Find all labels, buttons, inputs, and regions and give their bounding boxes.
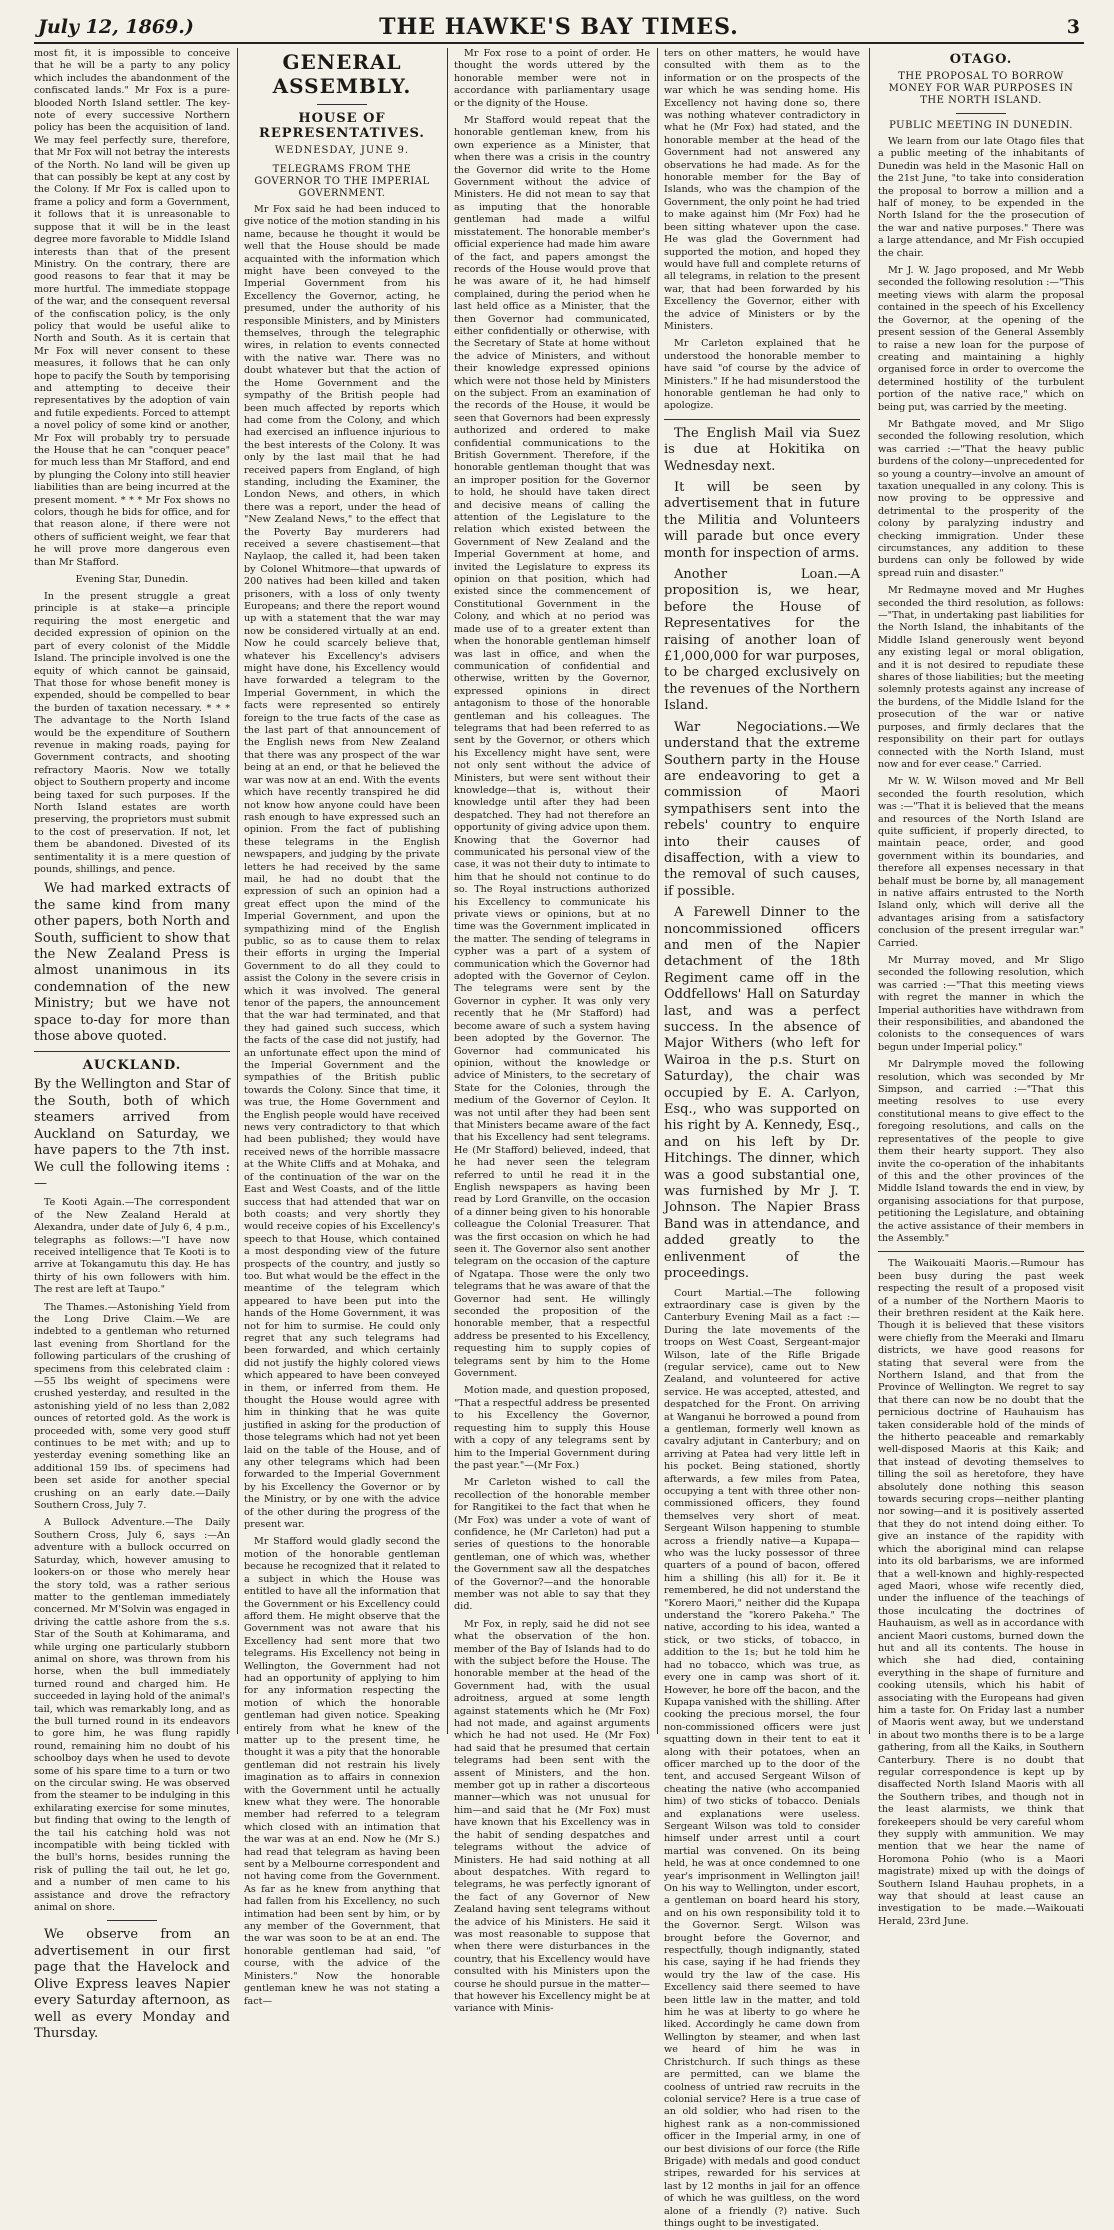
page-number: 3	[1067, 16, 1080, 38]
news-item: Te Kooti Again.—The correspondent of the New Zealand Herald at Alexandra, under date of July 6, 4 p.m., telegraphs as follows:—"I have now received intelligence that Te Kooti is to arrive at Tokangamutu this day. He has thirty of his own followers with him. The rest are left at Taupo."	[34, 1197, 230, 1296]
column-5	[878, 48, 1084, 1734]
section-heading: PUBLIC MEETING IN DUNEDIN.	[878, 120, 1084, 132]
news-item: The English Mail via Suez is due at Hokitika on Wednesday next.	[664, 426, 860, 475]
article-paragraph: ters on other matters, he would have consulted with them as to the information or on the prospects of the war which he was sending home. His Excellency not having done so, there was nothing whatever contradictory in what he (Mr Fox) had stated, and the honorable member at the head of the Government had not answered any observations he had made. As for the honorable member for the Bay of Islands, who was the champion of the Government, the only point he had tried to make against him (Mr Fox) had he been sitting whatever upon the case. He was glad the Government had supported the motion, and hoped they would have full and complete returns of all telegrams, in relation to the present war, that had been forwarded by his Excellency the Governor, either with the advice of Ministers or by the Ministers.	[664, 48, 860, 333]
divider	[34, 1051, 230, 1052]
column-4	[664, 48, 860, 1734]
news-item: War Negociations.—We understand that the extreme Southern party in the House are endeavoring to get a commission of Maori sympathisers sent into the rebels' country to enquire into their causes of disaffection, with a view to the removal of such causes, if possible.	[664, 720, 860, 900]
divider	[956, 113, 1006, 114]
column-rule	[237, 48, 238, 1734]
article-paragraph: Motion made, and question proposed, "That a respectful address be presented to his Excellency the Governor, requesting him to supply this House with a copy of any telegrams sent by him to the Imperial Government during the past year."—(Mr Fox.)	[454, 1385, 650, 1472]
session-date: WEDNESDAY, JUNE 9.	[244, 145, 440, 156]
article-paragraph: Mr Carleton wished to call the recollection of the honorable member for Rangitikei to the fact that when he (Mr Fox) was under a vote of want of confidence, he (Mr Carleton) had put a series of questions to the honorable gentleman, one of which was, whether the Government saw all the despatches of the Governor?—and the honorable member was not able to say that they did.	[454, 1477, 650, 1613]
article-paragraph: In the present struggle a great principle is at stake—a principle requiring the most energetic and decided expression of opinion on the part of every colonist of the Middle Island. The principle involved is one the equity of which cannot be gainsaid, That those for whose benefit money is expended, should be compelled to bear the burden of taxation necessary. * * * The advantage to the North Island would be the expenditure of Southern revenue in making roads, paying for Government contracts, and shooting refractory Maoris. Now we totally object to Southern property and income being taxed for such purposes. If the North Island estates are worth preserving, the proprietors must submit to the cost of preservation. If not, let them be abandoned. Divested of its sentimentality it is a mere question of pounds, shillings, and pence.	[34, 591, 230, 876]
otago-subheading: THE PROPOSAL TO BORROW MONEY FOR WAR PURPOSES IN THE NORTH ISLAND.	[878, 71, 1084, 107]
section-heading: TELEGRAMS FROM THE GOVERNOR TO THE IMPERIAL GOVERNMENT.	[244, 164, 440, 200]
divider	[107, 1920, 157, 1921]
auckland-heading: AUCKLAND.	[34, 1058, 230, 1073]
article-paragraph: Mr Fox, in reply, said he did not see what the observation of the hon. member of the Bay of Islands had to do with the subject before the House. The honorable member at the head of the Government had, with the usual adroitness, argued at some length against statements which he (Mr Fox) had not made, and against arguments which he had not used. He (Mr Fox) had said that he presumed that certain telegrams had been sent with the assent of Ministers, and the hon. member got up in rather a discorteous manner—which was not unusual for him—and said that he (Mr Fox) must have known that his Excellency was in the habit of sending despatches and telegrams without the advice of Ministers. He had said nothing at all about despatches. With regard to telegrams, he was perfectly ignorant of the fact of any Governor of New Zealand having sent telegrams without the advice of his Ministers. He said it was most reasonable to suppose that when there were disturbances in the country, that his Excellency would have consulted with his Ministers upon the course he should pursue in the matter—that however his Excellency might be at variance with Minis-	[454, 1619, 650, 2016]
newspaper-title: THE HAWKE'S BAY TIMES.	[34, 14, 1084, 40]
column-rule	[447, 48, 448, 1734]
editorial-note: We had marked extracts of the same kind from many other papers, both North and South, sufficient to show that the New Zealand Press is almost unanimous in its condemnation of the new Ministry; but we have not space to-day for more than those above quoted.	[34, 881, 230, 1045]
column-1	[34, 48, 230, 1734]
article-paragraph: Mr Redmayne moved and Mr Hughes seconded the third resolution, as follows:—"That, in undertaking past liabilities for the North Island, the inhabitants of the Middle Island generously went beyond any existing legal or moral obligation, and it is not desired to repudiate these shares of those liabilities; but the meeting solemnly protests against any increase of the burdens, of the Middle Island for the prosecution of the war or native purposes, and firmly declares that the responsibility on their part for outlays connected with the North Island, must now and for ever cease." Carried.	[878, 585, 1084, 771]
article-paragraph: Mr W. W. Wilson moved and Mr Bell seconded the fourth resolution, which was :—"That it is believed that the means and resources of the North Island are quite sufficient, if properly directed, to maintain peace, order, and good government within its boundaries, and therefore all expenses necessary in that behalf must be borne by, all management in native affairs entrusted to the North Island only, which will derive all the advantages arising from a satisfactory conclusion of the present irregular war." Carried.	[878, 776, 1084, 950]
divider	[878, 1251, 1084, 1252]
column-rule	[869, 48, 870, 1734]
article-paragraph: most fit, it is impossible to conceive that he will be a party to any policy which includes the abandonment of the confiscated lands." Mr Fox is a pure-blooded North Island settler. The key-note of every successive Northern policy has been the acquisition of land. We may feel perfectly sure, therefore, that Mr Fox will not betray the interests of the North. No land will be given up that can possibly be kept at any cost by the Colony. If Mr Fox is called upon to frame a policy and form a Government, it follows that it is unreasonable to suppose that it will be in the least degree more favorable to Middle Island interests than that of the present Ministry. On the contrary, there are good reasons to fear that it may be more hurtful. The immediate stoppage of the war, and the consequent reversal of the confiscation policy, is the only policy that would be useful alike to North and South. As it is certain that Mr Fox will never consent to these measures, it follows that he can only hope to pacify the South by temporising and attempting to deceive their representatives by the adoption of vain and futile expedients. Forced to attempt a novel policy of some kind or another, Mr Fox will probably try to persuade the House that he can "conquer peace" for much less than Mr Stafford, and end by plunging the Colony into still heavier liabilities than are being incurred at the present moment. * * * Mr Fox shows no colors, though he bids for office, and for that reason alone, if there were not others of sufficient weight, we fear that he will prove more dangerous even than Mr Stafford.	[34, 48, 230, 569]
article-paragraph: We learn from our late Otago files that a public meeting of the inhabitants of Dunedin was held in the Masonic Hall on the 21st June, "to take into consideration the proposal to borrow a million and a half of money, to be expended in the North Island for the the prosecution of the war and native purposes." There was a large attendance, and Mr Fish occupied the chair.	[878, 136, 1084, 260]
otago-heading: OTAGO.	[878, 52, 1084, 67]
divider	[317, 104, 367, 105]
news-item: A Bullock Adventure.—The Daily Southern Cross, July 6, says :—An adventure with a bullock occurred on Saturday, which, however amusing to lookers-on or those who merely hear the story told, was a rather serious matter to the gentleman immediately concerned. Mr M'Solvin was engaged in driving the cattle ashore from the s.s. Star of the South at Kohimarama, and while urging one particularly stubborn animal on shore, was thrown from his horse, when the bull immediately turned round and charged him. He succeeded in laying hold of the animal's tail, which was remarkably long, and as the bull turned round in its endeavors to gore him, he was flung rapidly round, remaining him no doubt of his schoolboy days when he used to devote some of his spare time to a turn or two on the circular swing. He was observed from the steamer to be indulging in this exhilarating exercise for some minutes, but finding that owing to the length of the tail his catching hold was not incompatible with being tickled with the bull's horns, besides running the risk of pulling the tail out, he let go, and a number of men came to his assistance and drove the refractory animal on shore.	[34, 1517, 230, 1914]
article-paragraph: Mr Carleton explained that he understood the honorable member to have said "of course by the advice of Ministers." If he had misunderstood the honorable gentleman he had only to apologize.	[664, 338, 860, 412]
article-paragraph: Mr Stafford would repeat that the honorable gentleman knew, from his own experience as a Minister, that when there was a crisis in the country the Governor did write to the Home Government without the advice of Ministers. He did not mean to say that as imputing that the honorable gentleman had made a wilful misstatement. The honorable member's official experience had made him aware of the fact, and papers amongst the records of the House would prove that he was aware of it, he had himself complained, during the period when he last held office as a Minister, that the then Governor had communicated, either confidentially or otherwise, with the Secretary of State at home without the advice of Ministers, and without their knowledge expressed opinions which were not those held by Ministers on the subject. From an examination of the records of the House, it would be seen that Governors had been expressly authorized and ordered to make confidential communications to the British Government. Therefore, if the honorable gentleman thought that was an improper position for the Governor to hold, he should have taken direct and decisive means of calling the attention of the Legislature to the relation which existed between the Government of New Zealand and the Imperial Government at home, and invited the Legislature to express its opinion on that position, which had existed since the commencement of Constitutional Government in the Colony, and which at no period was made use of to a greater extent than when the honorable gentleman himself was last in office, and when the communication of confidential and otherwise, written by the Governor, expressed opinions in direct antagonism to those of the honorable gentleman and his colleagues. The telegrams that had been referred to as sent by the Governor, or others which his Excellency might have sent, were not only sent without the advice of Ministers, but were sent without their knowledge—that is, without their knowledge until after they had been despatched. They had not therefore an opportunity of giving advice upon them. Knowing that the Governor had communicated his personal view of the case, it was not their duty to intimate to him that he should not continue to do so. The Royal instructions authorized his Excellency to communicate his private views or opinions, but at no time was the Government implicated in the matter. The sending of telegrams in cypher was a part of a system of communication which the Governor had adopted with the Governor of Ceylon. The telegrams were sent by the Governor in cypher. It was only very recently that he (Mr Stafford) had become aware of such a system having been adopted by the Governor. The Governor had communicated his opinion, without the knowledge or advice of Ministers, to the secretary of State for the Colonies, through the medium of the Governor of Ceylon. It was not until after they had been sent that Ministers became aware of the fact that his Excellency had sent telegrams. He (Mr Stafford) believed, indeed, that he had never seen the telegram referred to until he read it in the English newspapers as having been read by Lord Granville, on the occasion of a dinner being given to his honorable colleague the Colonial Treasurer. That was the first occasion on which he had seen it. The Governor also sent another telegram on the occasion of the capture of Ngatapa. Those were the only two telegrams that he was aware of that the Governor had sent. He willingly seconded the proposition of the honorable member, that a respectful address be presented to his Excellency, requesting him to supply copies of telegrams sent by him to the Home Government.	[454, 115, 650, 1380]
news-item: The Thames.—Astonishing Yield from the Long Drive Claim.—We are indebted to a gentleman who returned last evening from Shortland for the following particulars of the crushing of specimens from this celebrated claim :—55 lbs weight of specimens were crushed yesterday, and resulted in the astonishing yield of no less than 2,082 ounces of retorted gold. As the work is proceeded with, some very good stuff continues to be met with; and up to yesterday evening something like an additional 159 lbs. of specimens had been set aside for another special crushing on an early date.—Daily Southern Cross, July 7.	[34, 1302, 230, 1513]
news-item: The Waikouaiti Maoris.—Rumour has been busy during the past week respecting the result of a proposed visit of a number of the Northern Maoris to their brethren resident at the Kaik here. Though it is believed that these visitors were chiefly from the Meeraki and Ilmaru districts, we have good reasons for stating that several were from the Northern Island, and that from the Province of Wellington. We regret to say that there can now be no doubt that the pernicious doctrine of Hauhauism has taken considerable hold of the minds of the hitherto peaceable and remarkably well-disposed Maoris at this Kaik; and that instead of devoting themselves to tilling the soil as heretofore, they have absolutely done nothing this season towards securing crops—neither planting nor sowing—and it is positively asserted that they do not intend doing either. To give an instance of the rapidity with which the aboriginal mind can relapse into its old barbarisms, we are informed that a well-known and highly-respected aged Maori, whose wife recently died, under the influence of the teachings of those inculcating the doctrines of Hauhauism, as well as in accordance with ancient Maori customs, burned down the hut and all its contents. The house in which she had died, containing everything in the shape of furniture and cooking utensils, which his habit of associating with the Europeans had given him a taste for. On Friday last a number of Maoris went away, but we understand in about two months there is to be a large gathering, from all the Kaiks, in Southern Canterbury. There is no doubt that regular correspondence is kept up by disaffected North Island Maoris with all the Southern tribes, and though not in the least alarmists, we think that forekeepers should be very careful whom they supply with ammunition. We may mention that we hear the name of Horomona Pohio (who is a Maori magistrate) mixed up with the doings of Southern Island Hauhau prophets, in a way that should at least cause an investigation to be made.—Waikouati Herald, 23rd June.	[878, 1258, 1084, 1928]
column-2	[244, 48, 440, 1734]
article-paragraph: Mr Bathgate moved, and Mr Sligo seconded the following resolution, which was carried :—"That the heavy public burdens of the colony—unprecedented for so young a country—involve an amount of taxation unequalled in any colony. This is now proving to be oppressive and detrimental to the prosperity of the colony by paralyzing industry and checking immigration. Under these circumstances, any addition to these burdens can only be followed by wide spread ruin and disaster."	[878, 419, 1084, 580]
column-3	[454, 48, 650, 1734]
article-paragraph: Mr Dalrymple moved the following resolution, which was seconded by Mr Simpson, and carried :—"That this meeting resolves to use every constitutional means to give effect to the foregoing resolutions, and calls on the representatives of the people to give them their hearty support. They also invite the co-operation of the inhabitants of this and the other provinces of the Middle Island towards the end in view, by organising associations for that purpose, petitioning the Legislature, and obtaining the active assistance of their members in the Assembly."	[878, 1059, 1084, 1245]
divider	[664, 419, 860, 420]
masthead	[34, 8, 1084, 44]
general-assembly-heading: GENERAL ASSEMBLY.	[244, 50, 440, 98]
issue-date: July 12, 1869.)	[38, 16, 194, 38]
article-paragraph: Mr Stafford would gladly second the motion of the honorable gentleman because he recognized that it related to a subject in which the House was entitled to have all the information that the Government or his Excellency could afford them. He might observe that the Government was not aware that his Excellency had sent more that two telegrams. His Excellency not being in Wellington, the Government had not had an opportunity of applying to him for any information respecting the motion of which the honorable gentleman had given notice. Speaking entirely from what he knew of the matter up to the present time, he thought it was a pity that the honorable gentleman did not restrain his lively imagination as to affairs in connexion with the Government until he actually knew what they were. The honorable member had referred to a telegram which closed with an intimation that the war was at an end. Now he (Mr S.) had read that telegram as having been sent by a Melbourne correspondent and not having come from the Government. As far as he knew from anything that had fallen from his Excellency, no such intimation had been sent by him, or by any member of the Government, that the war was soon to be at an end. The honorable gentleman had said, "of course, with the advice of the Ministers." Now the honorable gentleman knew he was not stating a fact—	[244, 1536, 440, 2007]
news-item: It will be seen by advertisement that in future the Militia and Volunteers will parade but once every month for inspection of arms.	[664, 480, 860, 562]
house-heading: HOUSE OF REPRESENTATIVES.	[244, 111, 440, 141]
news-item: A Farewell Dinner to the noncommissioned officers and men of the Napier detachment of the 18th Regiment came off in the Oddfellows' Hall on Saturday last, and was a perfect success. In the absence of Major Withers (who left for Wairoa in the p.s. Sturt on Saturday), the chair was occupied by E. A. Carlyon, Esq., who was supported on his right by A. Kennedy, Esq., and on his left by Dr. Hitchings. The dinner, which was a good substantial one, was furnished by Mr J. T. Johnson. The Napier Brass Band was in attendance, and added greatly to the enlivenment of the proceedings.	[664, 905, 860, 1282]
court-martial-item: Court Martial.—The following extraordinary case is given by the Canterbury Evening Mail as a fact :—During the late movements of the troops on West Coast, Sergeant-major Wilson, late of the Rifle Brigade (regular service), came out to New Zealand, and volunteered for active service. He was accepted, attested, and despatched for the Front. On arriving at Wanganui he borrowed a pound from a gentleman, formerly well known as cavalry adjutant in Canterbury; and on arriving at Patea had very little left in his pocket. Being stationed, shortly afterwards, a few miles from Patea, occupying a tent with three other non-commissioned officers, they found themselves very short of meat. Sergeant Wilson happening to stumble across a friendly native—a Kupapa—who was the lucky possessor of three quarters of a pound of bacon, offered him a shilling (his all) for it. Be it remembered, he did not understand the "Korero Maori," neither did the Kupapa understand the "korero Pakeha." The native, according to his idea, wanted a stick, or two sticks, of tobacco, in addition to the 1s; but he told him he had no tobacco, which was true, as every one in camp was short of it. However, he bore off the bacon, and the Kupapa vanished with the shilling. After cooking the precious morsel, the four non-commissioned officers were just squatting down in their tent to eat it along with their potatoes, when an officer marched up to the door of the tent, and accused Sergeant Wilson of cheating the native (who accompanied him) of two sticks of tobacco. Denials and explanations were useless. Sergeant Wilson was told to consider himself under arrest until a court martial was convened. On its being held, he was at once condemned to one year's imprisonment in Wellington jail! On his way to Wellington, under escort, a gentleman on board heard his story, and on his own responsibility told it to the Governor. Sergt. Wilson was brought before the Governor, and respectfully, though indignantly, stated his case, saying if he had friends they would try the law of the case. His Excellency said there seemed to have been little law in the matter, and told him he was at liberty to go where he liked. Accordingly he came down from Wellington by steamer, and when last we heard of him he was in Christchurch. If such things as these are permitted, can we blame the coolness of untried raw recruits in the colonial service? Here is a true case of an old soldier, who had risen to the highest rank as a non-commissioned officer in the Imperial army, in one of our best divisions of our force (the Rifle Brigade) with medals and good conduct stripes, rewarded for his services at last by 12 months in jail for an offence of which he was guiltless, on the word alone of a friendly (?) native. Such things ought to be investigated.	[664, 1288, 860, 2230]
auckland-intro: By the Wellington and Star of the South, both of which steamers arrived from Auckland on Saturday, we have papers to the 7th inst. We cull the following items :—	[34, 1077, 230, 1192]
article-paragraph: Mr Fox rose to a point of order. He thought the words uttered by the honorable member were not in accordance with parliamentary usage or the dignity of the House.	[454, 48, 650, 110]
article-paragraph: Mr Murray moved, and Mr Sligo seconded the following resolution, which was carried :—"That this meeting views with regret the manner in which the Imperial authorities have withdrawn from their responsibilities, and abandoned the colonists to the consequences of wars begun under Imperial policy."	[878, 955, 1084, 1054]
column-rule	[657, 48, 658, 1734]
source-attribution: Evening Star, Dunedin.	[34, 574, 230, 585]
news-item: Another Loan.—A proposition is, we hear, before the House of Representatives for the raising of another loan of £1,000,000 for war purposes, to be charged exclusively on the revenues of the Northern Island.	[664, 567, 860, 715]
article-paragraph: Mr J. W. Jago proposed, and Mr Webb seconded the following resolution :—"This meeting views with alarm the proposal contained in the speech of his Excellency the Governor, at the opening of the present session of the General Assembly to raise a new loan for the purpose of creating and maintaining a highly organised force in order to overcome the determined hostility of the turbulent portion of the native race," which on being put, was carried by the meeting.	[878, 265, 1084, 414]
advertisement-note: We observe from an advertisement in our first page that the Havelock and Olive Express leaves Napier every Saturday afternoon, as well as every Monday and Thursday.	[34, 1927, 230, 2042]
article-paragraph: Mr Fox said he had been induced to give notice of the motion standing in his name, because he thought it would be well that the House should be made acquainted with the information which might have been conveyed to the Imperial Government from his Excellency the Governor, acting, he presumed, under the authority of his responsible Ministers, and by Ministers themselves, through the telegraphic wires, in relation to events connected with the native war. There was no doubt whatever but that the action of the Home Government and the sympathy of the British people had been much affected by reports which had come from the Colony, and which had exercised an influence injurious to the best interests of the Colony. It was only by the last mail that he had received papers from England, of high standing, including the Examiner, the London News, and others, in which there was a report, under the head of "New Zealand News," to the effect that the Poverty Bay murderers had received a severe chastisement—that Naylaop, the called it, had been taken by Colonel Whitmore—that upwards of 200 natives had been killed and taken prisoners, with a loss of only twenty Europeans; and there the report wound up with a statement that the war may now be considered virtually at an end. Now he could scarcely believe that, whatever his Excellency's advisers might have done, his Excellency would have forwarded a telegram to the Imperial Government, in which the facts were represented so entirely foreign to the true facts of the case as the last part of that announcement of the English news from New Zealand that there was any prospect of the war being at an end, or that he believed the war was now at an end. With the events which have recently transpired he did not know how anyone could have been rash enough to have expressed such an opinion. From the fact of publishing these telegrams in the English newspapers, and judging by the private letters he had received by the same mail, he had no doubt that the expression of such an opinion had a great effect upon the mind of the Imperial Government, and upon the sympathizing mind of the English public, so as to cause them to relax their efforts in urging the Imperial Government to do all they could to assist the Colony in the severe crisis in which it was involved. The general tenor of the papers, the announcement that the war had terminated, and that they had gained such success, which the facts of the case did not justify, had an unfortunate effect upon the mind of the Imperial Government and the sympathies of the British public towards the Colony. Since that time, it was true, the Home Government and the English people would have received news very contradictory to that which had been published; they would have received news of the horrible massacre at the White Cliffs and at Mohaka, and of the continuation of the war on the East and West Coasts, and of the little success that had attended that war on both coasts; and very shortly they would receive copies of his Excellency's speech to that House, which contained a most desponding view of the future prospects of the country, and justly so too. But what would be the effect in the meantime of the telegram which appeared to have been put into the hands of the Home Government, it was not for him to surmise. He could only regret that any such telegrams had been forwarded, and which certainly did not justify the highly colored views which appeared to have been conveyed in them, or inferred from them. He thought the House would agree with him in thinking that he was quite justified in asking for the production of those telegrams which had not yet been laid on the table of the House, and of any other telegrams which had been forwarded to the Imperial Government by his Excellency the Governor or by the Ministry, or by one with the advice of the other during the progress of the present war.	[244, 204, 440, 1531]
